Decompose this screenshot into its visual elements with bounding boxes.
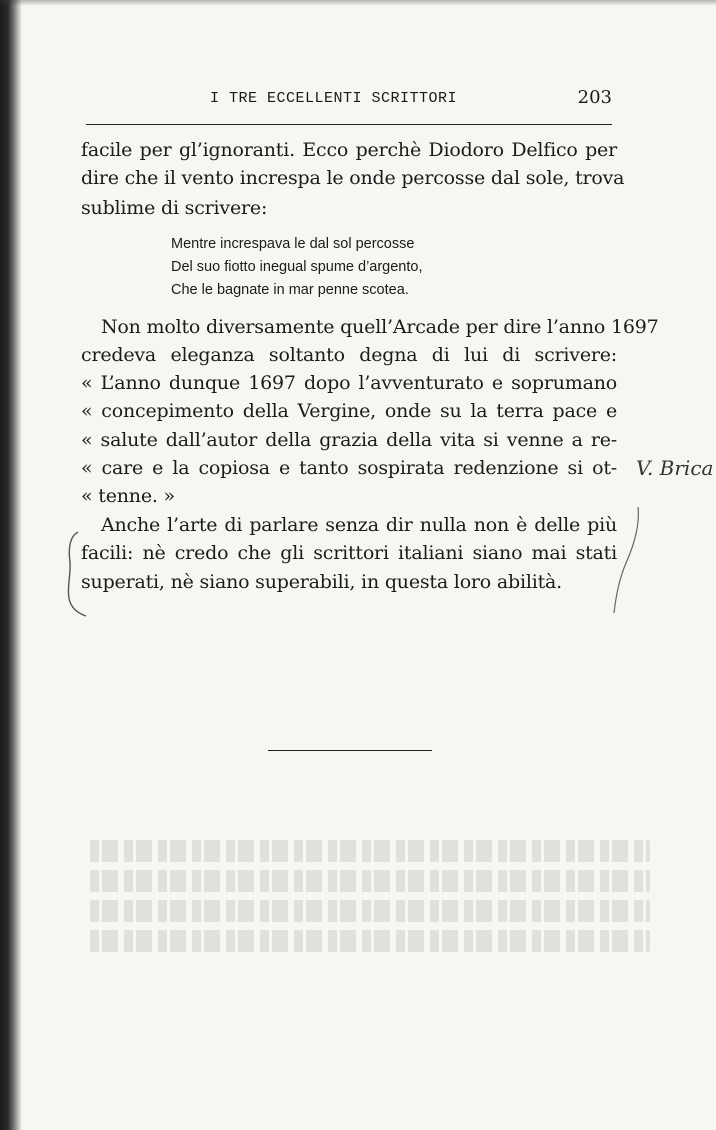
- bleed-row: [90, 900, 650, 922]
- text-line: dire che il vento increspa le onde percosse dal sole, trova: [81, 167, 625, 189]
- running-head: [86, 87, 612, 114]
- handwritten-bracket-mark: [56, 528, 86, 618]
- text-line: superati, nè siano superabili, in questa loro abilità.: [81, 571, 563, 593]
- text-line: Non molto diversamente quell’Arcade per dire l’anno 1697: [101, 316, 659, 338]
- text-line: « salute dall’autor della grazia della vita si venne a re-: [81, 429, 617, 451]
- text-line: « L’anno dunque 1697 dopo l’avventurato e soprumano: [81, 372, 617, 394]
- running-title: I TRE ECCELLENTI SCRITTORI: [210, 90, 458, 107]
- bleed-through-texture: [90, 840, 650, 980]
- handwritten-margin-note: V. Brica: [636, 456, 714, 480]
- verse-line: Che le bagnate in mar penne scotea.: [171, 282, 409, 298]
- text-line: « concepimento della Vergine, onde su la terra pace e: [81, 400, 617, 422]
- page-number: 203: [577, 87, 612, 108]
- text-line: credeva eleganza soltanto degna di lui di scrivere:: [81, 344, 617, 366]
- section-end-rule: [268, 750, 432, 751]
- verse-line: Del suo fiotto inegual spume d’argento,: [171, 259, 423, 275]
- top-edge-shadow: [0, 0, 716, 6]
- binding-edge: [0, 0, 22, 1130]
- text-line: « care e la copiosa e tanto sospirata redenzione si ot-: [81, 457, 617, 479]
- bleed-row: [90, 930, 650, 952]
- verse-line: Mentre increspava le dal sol percosse: [171, 236, 415, 252]
- bleed-row: [90, 840, 650, 862]
- header-rule: [86, 124, 612, 125]
- text-line: facili: nè credo che gli scrittori italiani siano mai stati: [81, 542, 617, 564]
- text-line: sublime di scrivere:: [81, 197, 268, 219]
- text-line: Anche l’arte di parlare senza dir nulla non è delle più: [101, 514, 617, 536]
- text-line: « tenne. »: [81, 485, 175, 507]
- text-line: facile per gl’ignoranti. Ecco perchè Diodoro Delfico per: [81, 139, 617, 161]
- handwritten-margin-stroke: [604, 505, 644, 615]
- bleed-row: [90, 870, 650, 892]
